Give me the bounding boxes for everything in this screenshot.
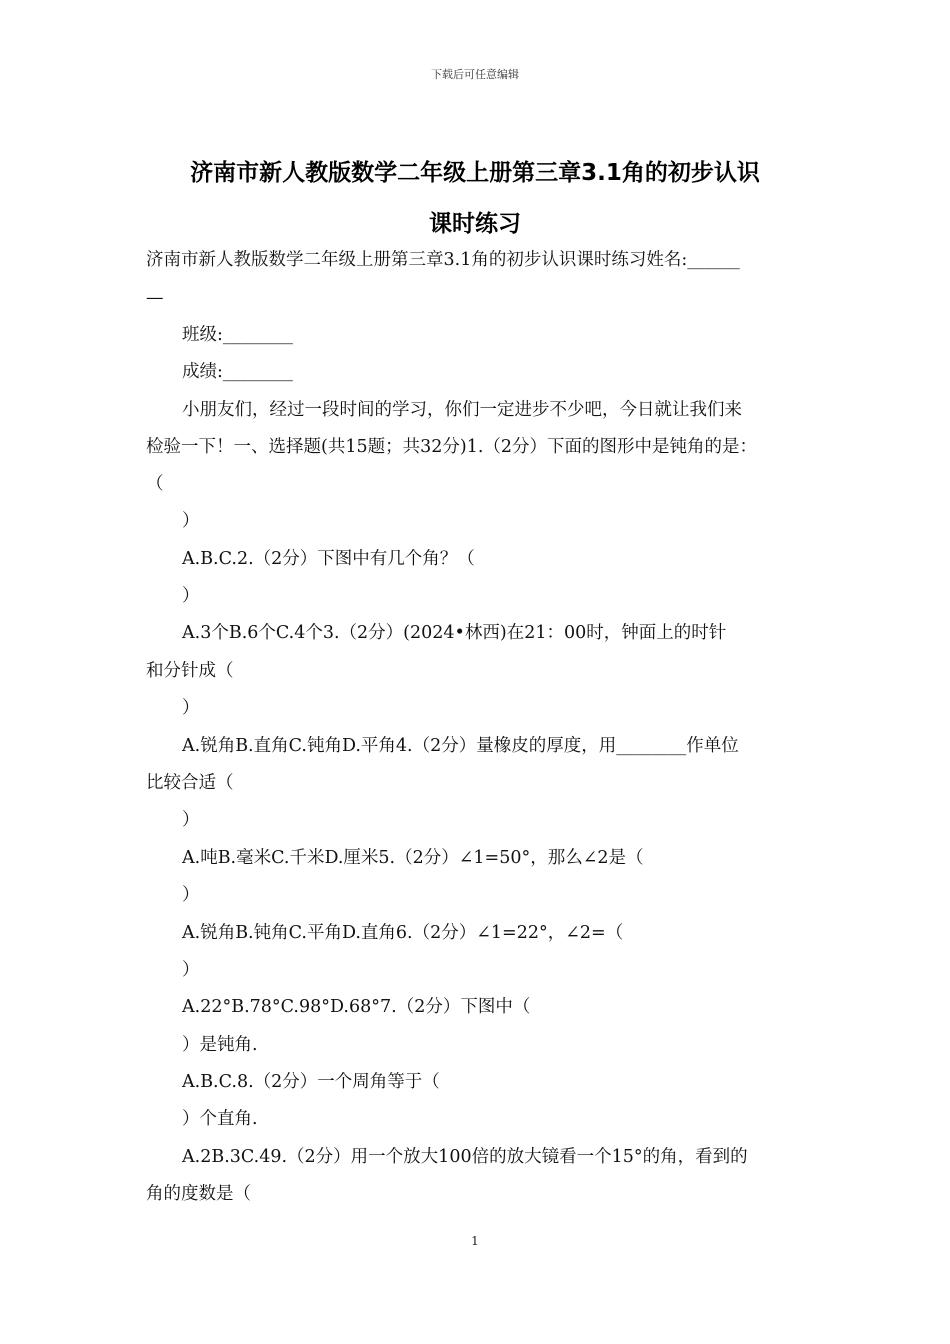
body-line: （ <box>146 474 164 494</box>
class-field: 班级:________ <box>182 325 293 345</box>
page-number: 1 <box>471 1234 479 1248</box>
body-line: 小朋友们，经过一段时间的学习，你们一定进步不少吧，今日就让我们来 <box>182 400 742 420</box>
body-line: ）是钝角. <box>182 1035 258 1055</box>
body-line: 检验一下！一、选择题(共15题；共32分)1.（2分）下面的图形中是钝角的是： <box>146 437 758 457</box>
score-field: 成绩:________ <box>182 362 293 382</box>
body-line: A.锐角B.钝角C.平角D.直角6.（2分）∠1=22°，∠2=（ <box>182 923 624 943</box>
body-line: ） <box>182 586 200 606</box>
body-line: A.吨B.毫米C.千米D.厘米5.（2分）∠1=50°，那么∠2是（ <box>182 848 644 868</box>
body-line: A.B.C.2.（2分）下图中有几个角？（ <box>182 549 475 569</box>
body-line: ）个直角. <box>182 1109 258 1129</box>
body-line: ） <box>182 960 200 980</box>
body-line: 济南市新人教版数学二年级上册第三章3.1角的初步认识课时练习姓名:______ <box>146 250 740 270</box>
body-line: ） <box>182 698 200 718</box>
body-line: A.22°B.78°C.98°D.68°7.（2分）下图中（ <box>182 997 531 1017</box>
document-subtitle: 课时练习 <box>429 211 521 237</box>
body-line: — <box>146 288 164 308</box>
body-line: A.2B.3C.49.（2分）用一个放大100倍的放大镜看一个15°的角，看到的 <box>182 1147 748 1167</box>
header-note: 下载后可任意编辑 <box>431 68 519 81</box>
body-line: ） <box>182 511 200 531</box>
body-line: A.B.C.8.（2分）一个周角等于（ <box>182 1072 440 1092</box>
body-line: ） <box>182 885 200 905</box>
body-line: 和分针成（ <box>146 661 234 681</box>
body-line: A.3个B.6个C.4个3.（2分）(2024•林西)在21：00时，钟面上的时针 <box>182 623 727 643</box>
body-line: A.锐角B.直角C.钝角D.平角4.（2分）量橡皮的厚度，用________作单位 <box>182 736 739 756</box>
body-line: 角的度数是（ <box>146 1184 251 1204</box>
body-line: ） <box>182 810 200 830</box>
body-line: 比较合适（ <box>146 773 234 793</box>
document-title: 济南市新人教版数学二年级上册第三章3.1角的初步认识 <box>190 160 760 186</box>
